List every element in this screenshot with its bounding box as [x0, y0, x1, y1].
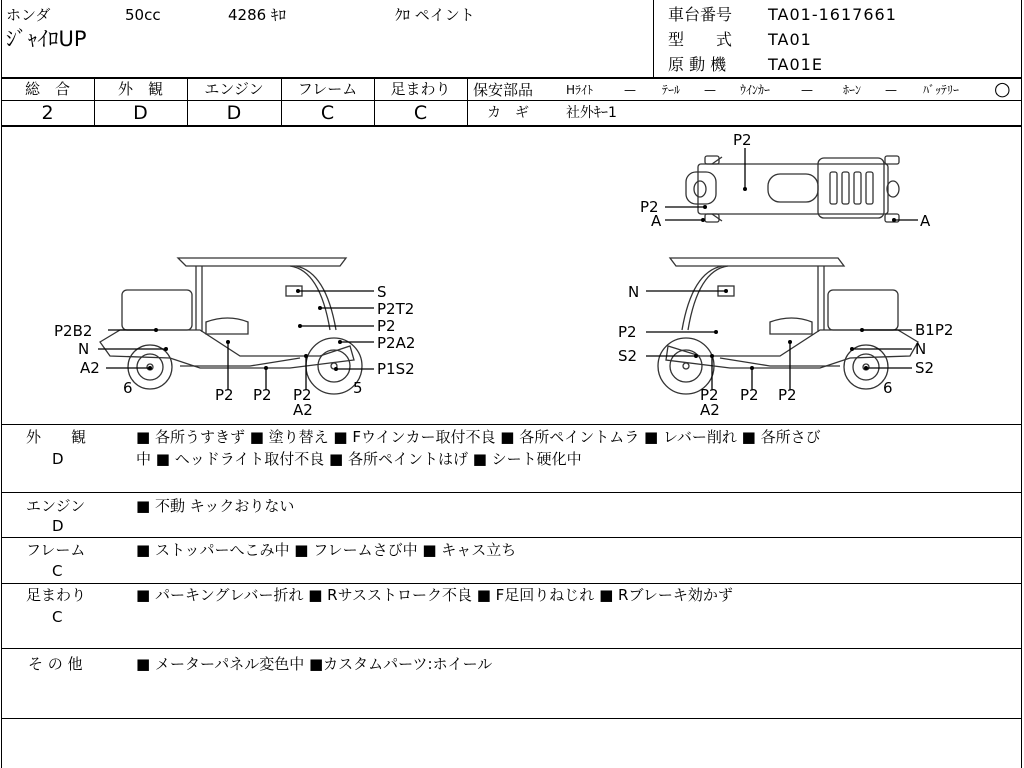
right-bottom-a2: A2 [700, 401, 720, 419]
left-label-p2a2: P2A2 [377, 334, 416, 352]
remark-grade-suspension: C [52, 608, 63, 626]
safety-item-winker: ｳｲﾝｶｰ [740, 83, 771, 97]
color: ｸﾛ ペイント [395, 6, 475, 24]
right-label-p2: P2 [618, 323, 637, 341]
right-label-s2: S2 [618, 347, 638, 365]
grade-label-suspension: 足まわり [390, 80, 451, 98]
right-side-scooter [658, 258, 918, 394]
remark-grade-frame: C [52, 562, 63, 580]
grade-value-engine: D [226, 102, 242, 124]
type-value: TA01 [768, 30, 812, 49]
safety-item-headlight: Hﾗｲﾄ [566, 83, 594, 97]
grade-label-frame: フレーム [297, 80, 358, 98]
damage-diagram [0, 126, 1024, 424]
model-name: ｼﾞｬｲﾛUP [6, 27, 87, 51]
right-label-s2r: S2 [915, 359, 935, 377]
remark-category-other: そ の 他 [28, 655, 83, 673]
remark-grade-exterior: D [52, 450, 64, 468]
remark-category-suspension: 足まわり [26, 586, 87, 604]
key-label: カ ギ [487, 105, 529, 121]
grade-value-suspension: C [413, 102, 428, 124]
mileage: 4286 ｷﾛ [228, 6, 286, 24]
left-label-5: 5 [353, 379, 363, 397]
remark-category-exterior: 外 観 [26, 428, 87, 446]
grade-label-engine: エンジン [204, 80, 264, 98]
left-bottom-p2-3: P2 [293, 386, 312, 404]
left-bottom-p2-2: P2 [253, 386, 272, 404]
key-value: 社外ｷｰ1 [566, 105, 617, 121]
engine-label: 原 動 機 [668, 55, 727, 74]
safety-mark-winker: — [801, 83, 813, 97]
safety-item-battery: ﾊﾞｯﾃﾘｰ [923, 83, 960, 97]
type-label: 型 式 [668, 30, 733, 49]
grade-label-overall: 総 合 [24, 80, 70, 98]
remark-category-frame: フレーム [26, 541, 86, 559]
left-label-p2: P2 [377, 317, 396, 335]
top-label-p2: P2 [733, 131, 752, 149]
grade-value-exterior: D [133, 102, 148, 124]
left-label-6: 6 [123, 379, 133, 397]
right-bottom-p2-1: P2 [700, 386, 719, 404]
top-label-p2-left: P2 [640, 198, 659, 216]
left-label-s: S [377, 283, 387, 301]
safety-label: 保安部品 [473, 81, 534, 99]
left-bottom-a2: A2 [293, 401, 313, 419]
safety-item-tail: ﾃｰﾙ [662, 83, 681, 97]
remark-line-suspension-1: ■ パーキングレバー折れ ■ Rサスストローク不良 ■ F足回りねじれ ■ Rブレーキ効かず [136, 586, 733, 604]
remark-line-other-1: ■ メーターパネル変色中 ■カスタムパーツ:ホイール [136, 655, 493, 673]
top-label-a-left: A [651, 212, 662, 230]
remark-line-exterior-1: ■ 各所うすきず ■ 塗り替え ■ Fウインカー取付不良 ■ 各所ペイントムラ ■ レバー削れ ■ 各所さび [136, 428, 821, 446]
engine-value: TA01E [768, 55, 823, 74]
left-label-p1s2: P1S2 [377, 360, 415, 378]
remark-category-engine: エンジン [26, 497, 86, 515]
remark-line-exterior-2: 中 ■ ヘッドライト取付不良 ■ 各所ペイントはげ ■ シート硬化中 [136, 450, 582, 468]
left-label-p2t2: P2T2 [377, 300, 415, 318]
safety-mark-horn: — [885, 83, 897, 97]
left-label-n: N [78, 340, 90, 358]
maker: ホンダ [6, 6, 51, 24]
displacement: 50cc [125, 6, 161, 24]
right-bottom-p2-2: P2 [740, 386, 759, 404]
right-label-b1p2: B1P2 [915, 321, 954, 339]
safety-mark-battery: ○ [994, 78, 1011, 100]
right-label-6: 6 [883, 379, 893, 397]
top-view-scooter [686, 156, 899, 222]
left-bottom-p2-1: P2 [215, 386, 234, 404]
remark-grade-engine: D [52, 517, 64, 535]
safety-mark-tail: — [704, 83, 716, 97]
chassis-label: 車台番号 [668, 5, 733, 24]
safety-mark-headlight: — [624, 83, 636, 97]
left-label-a2: A2 [80, 359, 100, 377]
top-label-a-right: A [920, 212, 931, 230]
left-label-p2b2: P2B2 [54, 322, 93, 340]
remark-line-engine-1: ■ 不動 キックおりない [136, 497, 295, 515]
chassis-value: TA01-1617661 [768, 5, 897, 24]
right-label-n-top: N [628, 283, 640, 301]
grade-label-exterior: 外 観 [117, 80, 163, 98]
remark-line-frame-1: ■ ストッパーへこみ中 ■ フレームさび中 ■ キャス立ち [136, 541, 517, 559]
right-label-n: N [915, 340, 927, 358]
grade-value-overall: 2 [41, 102, 54, 124]
right-bottom-p2-3: P2 [778, 386, 797, 404]
safety-item-horn: ﾎｰﾝ [843, 83, 862, 97]
grade-value-frame: C [320, 102, 335, 124]
